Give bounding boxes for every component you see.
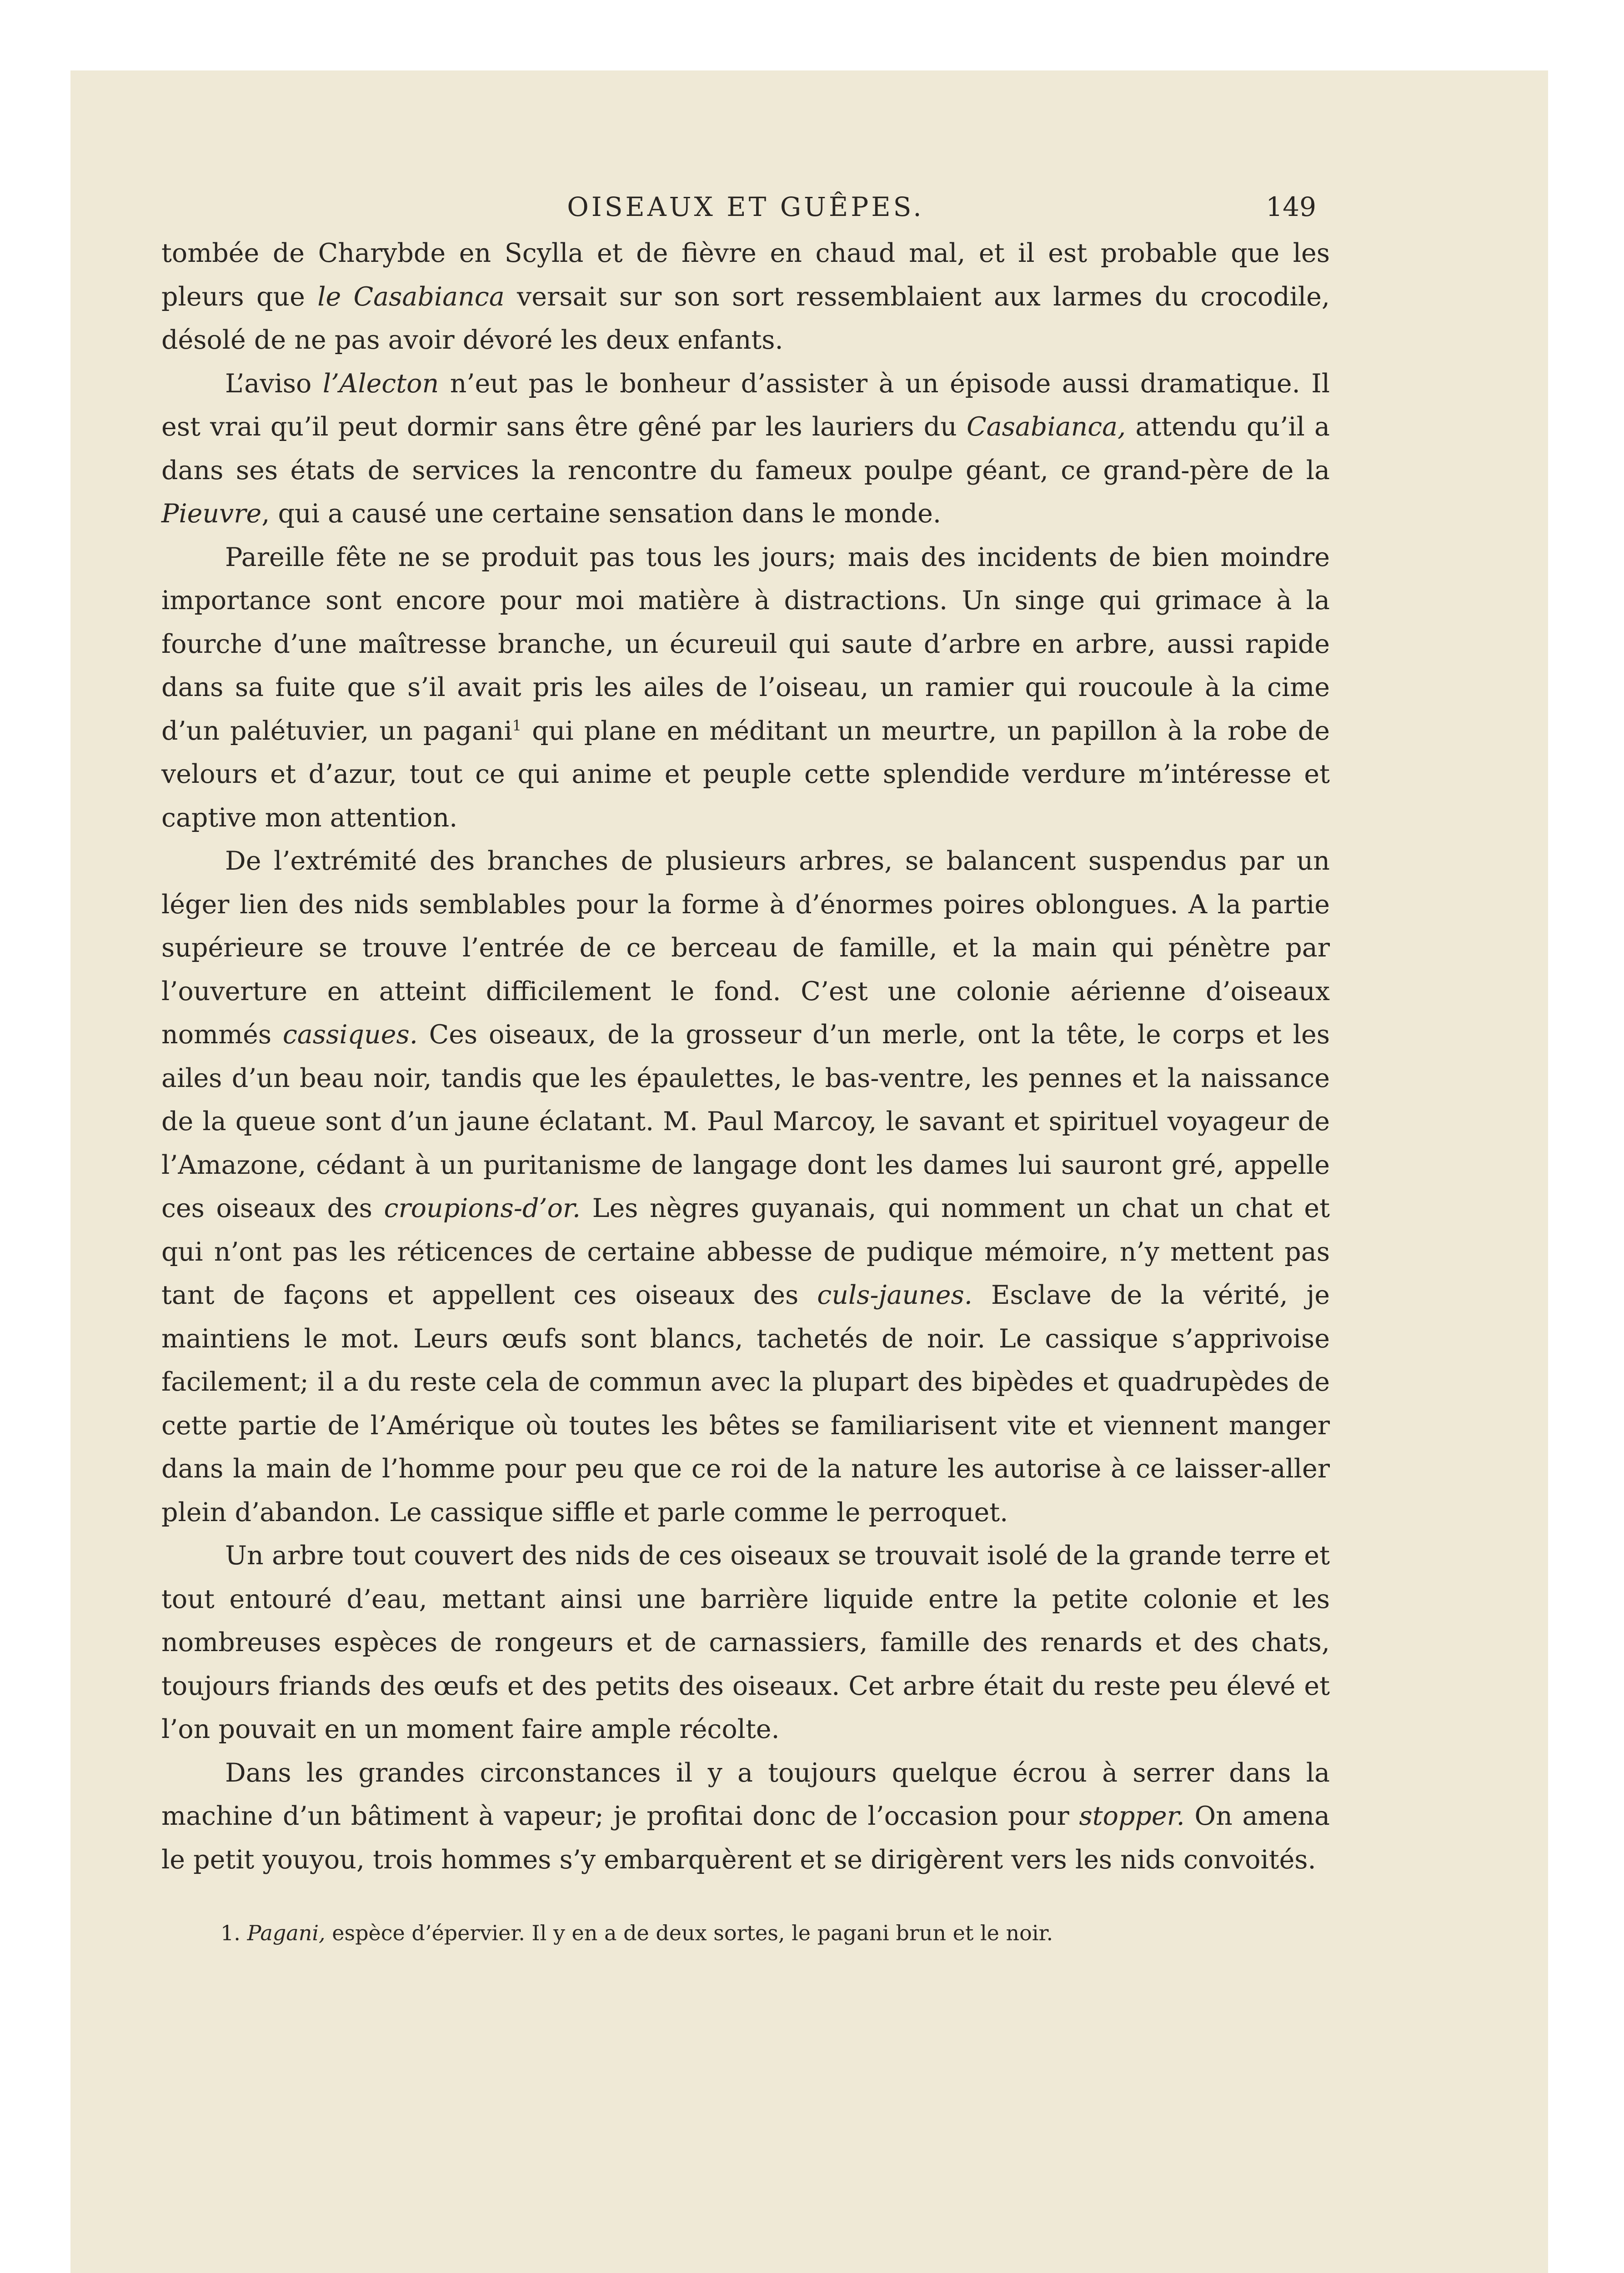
text-run: n’eut pas le bonheur d’assister à un épisode aussi dramatique. Il est vrai qu’il peut dormir sans être gêné par les lauriers du xyxy=(161,368,1330,442)
footnote xyxy=(161,1917,1330,1949)
paragraph xyxy=(161,232,1330,362)
footnote-term: Pagani, xyxy=(247,1921,326,1945)
footnote-text: espèce d’épervier. Il y en a de deux sortes, le pagani brun et le noir. xyxy=(325,1921,1053,1945)
text-run: Les nègres guyanais, qui nomment un chat un chat et qui n’ont pas les réticences de certaine abbesse de pudique mémoire, n’y mettent pas tant de façons et appellent ces oiseaux des xyxy=(161,1193,1330,1310)
footnote-number: 1. xyxy=(221,1921,241,1945)
text-run: L’aviso xyxy=(225,368,323,399)
text-run: attendu qu’il a dans ses états de services la rencontre du fameux poulpe géant, ce grand-père de la xyxy=(161,412,1330,486)
italic-text: l’Alecton xyxy=(322,368,439,399)
text-run: Dans les grandes circonstances il y a toujours quelque écrou à serrer dans la machine d’un bâtiment à vapeur; je profitai donc de l’occasion pour xyxy=(161,1757,1330,1831)
italic-text: cassiques. xyxy=(282,1020,418,1050)
body-text xyxy=(161,232,1330,1882)
text-run: versait sur son sort ressemblaient aux larmes du crocodile, désolé de ne pas avoir dévoré les deux enfants. xyxy=(161,281,1330,355)
italic-text: culs-jaunes. xyxy=(817,1280,972,1310)
footnote-reference: 1 xyxy=(512,716,522,734)
text-run: tombée de Charybde en Scylla et de fièvre en chaud mal, et il est probable que les pleurs que xyxy=(161,238,1330,312)
text-run: De l’extrémité des branches de plusieurs arbres, se balancent suspendus par un léger lien des nids semblables pour la forme à d’énormes poires oblongues. A la partie supérieure se trouve l’entrée de ce berceau de famille, et la main qui pénètre par l’ouverture en atteint difficilement le fond. C’est une colonie aérienne d’oiseaux nommés xyxy=(161,846,1330,1050)
running-title: OISEAUX ET GUÊPES. xyxy=(567,191,924,222)
text-run: On amena le petit youyou, trois hommes s’y embarquèrent et se dirigèrent vers les nids convoités. xyxy=(161,1801,1330,1875)
running-header xyxy=(161,182,1330,232)
paragraph xyxy=(161,362,1330,536)
page-content xyxy=(161,182,1330,1949)
text-run: Esclave de la vérité, je maintiens le mot. Leurs œufs sont blancs, tachetés de noir. Le cassique s’apprivoise facilement; il a du reste cela de commun avec la plupart des bipèdes et quadrupèdes de cette partie de l’Amérique où toutes les bêtes se familiarisent vite et viennent manger dans la main de l’homme pour peu que ce roi de la nature les autorise à ce laisser-aller plein d’abandon. Le cassique siffle et parle comme le perroquet. xyxy=(161,1280,1330,1527)
italic-text: stopper. xyxy=(1079,1801,1185,1831)
page-number: 149 xyxy=(1266,191,1316,222)
italic-text: Pieuvre xyxy=(161,499,262,529)
paragraph xyxy=(161,1752,1330,1882)
paragraph xyxy=(161,536,1330,840)
text-run: Pareille fête ne se produit pas tous les jours; mais des incidents de bien moindre importance sont encore pour moi matière à distractions. Un singe qui grimace à la fourche d’une maîtresse branche, un écureuil qui saute d’arbre en arbre, aussi rapide dans sa fuite que s’il avait pris les ailes de l’oiseau, un ramier qui roucoule à la cime d’un palétuvier, un pagani xyxy=(161,542,1330,746)
paragraph xyxy=(161,840,1330,1534)
italic-text: Casabianca, xyxy=(967,412,1126,442)
text-run: , qui a causé une certaine sensation dans le monde. xyxy=(261,499,941,529)
paragraph xyxy=(161,1534,1330,1752)
italic-text: le Casabianca xyxy=(317,281,505,312)
text-run: Ces oiseaux, de la grosseur d’un merle, ont la tête, le corps et les ailes d’un beau noir, tandis que les épaulettes, le bas-ventre, les pennes et la naissance de la queue sont d’un jaune éclatant. M. Paul Marcoy, le savant et spirituel voyageur de l’Amazone, cédant à un puritanisme de langage dont les dames lui sauront gré, appelle ces oiseaux des xyxy=(161,1020,1330,1223)
text-run: qui plane en méditant un meurtre, un papillon à la robe de velours et d’azur, tout ce qui anime et peuple cette splendide verdure m’intéresse et captive mon attention. xyxy=(161,716,1330,833)
text-run: Un arbre tout couvert des nids de ces oiseaux se trouvait isolé de la grande terre et tout entouré d’eau, mettant ainsi une barrière liquide entre la petite colonie et les nombreuses espèces de rongeurs et de carnassiers, famille des renards et des chats, toujours friands des œufs et des petits des oiseaux. Cet arbre était du reste peu élevé et l’on pouvait en un moment faire ample récolte. xyxy=(161,1541,1330,1744)
italic-text: croupions-d’or. xyxy=(384,1193,581,1223)
